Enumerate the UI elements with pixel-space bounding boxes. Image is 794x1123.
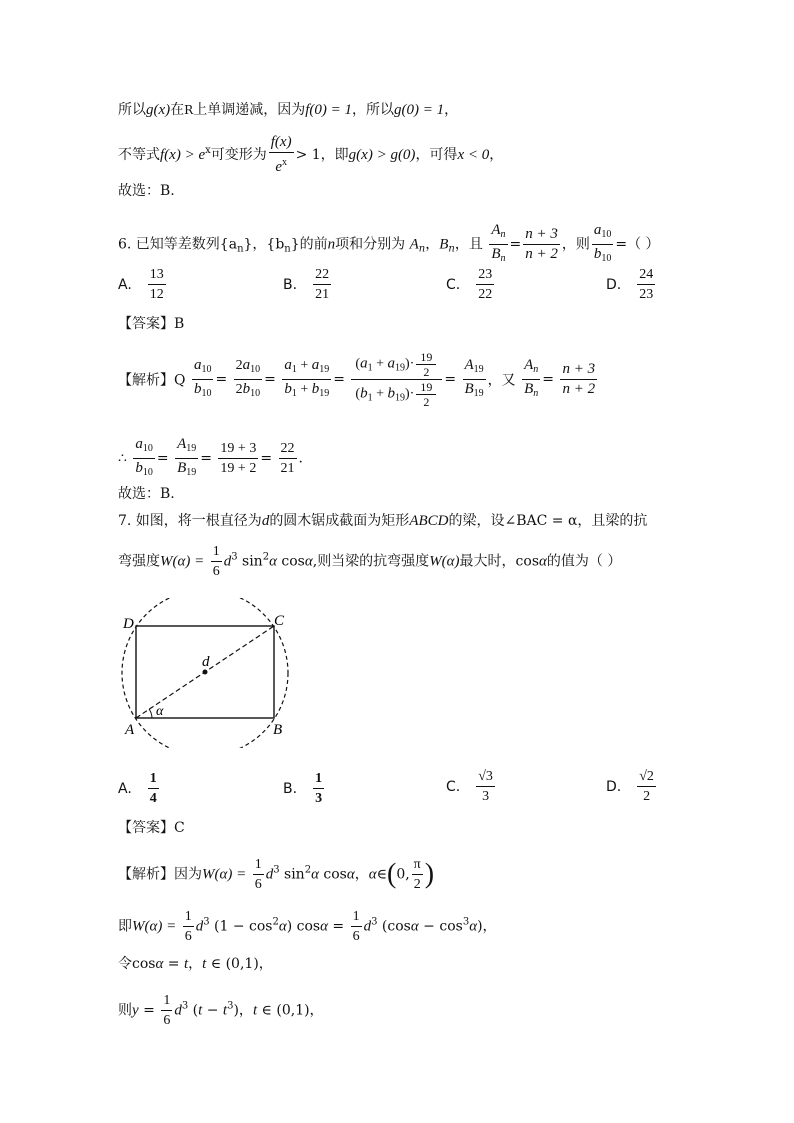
numerator: f(x) bbox=[269, 134, 294, 153]
numerator: √3 bbox=[476, 768, 495, 787]
q7-analysis-line-3: 令cosα = t，t ∈ (0,1)， bbox=[118, 956, 273, 972]
math: x bbox=[205, 145, 211, 156]
text: 即 bbox=[118, 918, 132, 935]
fraction bbox=[313, 770, 324, 807]
fraction: $\frac{1}{6}$ bbox=[212, 544, 220, 579]
denominator: n + 2 bbox=[562, 381, 596, 397]
numerator: 22 bbox=[279, 440, 297, 459]
label-a-vertex: A bbox=[125, 722, 135, 738]
denominator: 3 bbox=[482, 789, 490, 804]
math: g(x) > g(0) bbox=[348, 147, 416, 163]
label-d-vertex: D bbox=[123, 616, 134, 632]
text: ，可得 bbox=[415, 147, 458, 163]
q7-figure bbox=[114, 598, 304, 752]
fraction: $\frac{A_n}{B_n}$ bbox=[524, 357, 539, 399]
denominator: 12 bbox=[149, 287, 164, 302]
math: f(0) = 1 bbox=[305, 102, 352, 118]
fraction: $\frac{a_{10}}{b_{10}}$ bbox=[593, 222, 612, 264]
option-label: C. bbox=[446, 778, 461, 795]
denominator: 19 + 2 bbox=[220, 461, 257, 476]
fraction bbox=[148, 266, 166, 303]
denominator: 4 bbox=[149, 791, 157, 806]
denominator: 23 bbox=[639, 287, 654, 302]
label-b-vertex: B bbox=[273, 722, 283, 738]
q6-option-d[interactable] bbox=[606, 266, 657, 303]
text: 弯强度 bbox=[118, 553, 160, 570]
text: 又 bbox=[501, 372, 516, 389]
text: 的圆木锯成截面为矩形 bbox=[269, 513, 410, 529]
fraction: $\frac{1}{6}$ bbox=[184, 909, 192, 944]
choose-line-1 bbox=[118, 181, 175, 201]
q6-answer bbox=[118, 314, 184, 334]
numerator: √2 bbox=[637, 768, 656, 787]
fraction bbox=[637, 768, 656, 805]
fraction bbox=[523, 226, 560, 263]
numerator: 19 + 3 bbox=[218, 440, 258, 459]
option-label: A. bbox=[118, 780, 132, 797]
math: g(0) = 1 bbox=[393, 102, 445, 118]
fraction bbox=[279, 440, 297, 477]
fraction: $(a_1 + a_{19})\cdot$ $\frac{19}{2}$ $(b_1 + b_{19})\cdot$ $\frac{19}{2}$ bbox=[351, 350, 442, 409]
text: R bbox=[184, 103, 194, 117]
numerator: 22 bbox=[313, 266, 331, 285]
answer-blank: （ ） bbox=[627, 236, 660, 253]
q6-option-c[interactable] bbox=[446, 266, 496, 303]
option-label: D. bbox=[606, 778, 622, 795]
text: 在 bbox=[170, 102, 185, 118]
q7-stem-line-1 bbox=[118, 511, 647, 531]
q6-analysis-line-2: ∴ $\frac{a_{10}}{b_{10}}$ = $\frac{A_{19}}{B_{19}}$ = $\frac{19 + 3}{19 + 2}$ = $\frac{22}{21}$ . bbox=[118, 436, 303, 481]
denominator: 3 bbox=[315, 791, 323, 806]
fraction: $\frac{a_{10}}{b_{10}}$ bbox=[193, 357, 212, 399]
fraction: $\frac{1}{6}$ bbox=[163, 993, 171, 1028]
text: 的梁，设∠BAC = α，且梁的抗 bbox=[448, 513, 648, 529]
text: 6. 已知等差数列{a bbox=[118, 236, 238, 253]
math: n bbox=[327, 236, 336, 253]
fraction bbox=[637, 266, 655, 303]
q7-option-d[interactable] bbox=[606, 768, 658, 805]
text: }，{b bbox=[243, 236, 285, 253]
text: 最大时， bbox=[459, 553, 516, 570]
fraction: $\frac{A_{19}}{B_{19}}$ bbox=[464, 357, 484, 399]
math: A bbox=[409, 236, 419, 253]
therefore-symbol: ∴ bbox=[118, 450, 127, 467]
q7-analysis-line-4: 则y = $\frac{1}{6}$ $d^3$ $(t - t^3)$，t ∈ (0,1)， bbox=[118, 993, 324, 1028]
q7-analysis-line-1: 【解析】因为W(α) = $\frac{1}{6}$ $d^3$ $\sin^2\alpha$ cosα，α∈(0, $\frac{\pi}{2}$ ) bbox=[118, 857, 435, 892]
text: 【解析】Q bbox=[118, 372, 186, 389]
math: g(x) bbox=[146, 102, 171, 118]
label-diameter: d bbox=[202, 654, 210, 670]
q6-option-b[interactable] bbox=[283, 266, 333, 303]
math: x bbox=[282, 157, 287, 168]
denominator: 21 bbox=[315, 287, 330, 302]
denominator: 22 bbox=[478, 287, 493, 302]
numerator: 24 bbox=[637, 266, 655, 285]
math: W(α) = bbox=[160, 553, 205, 570]
text: 故选：B. bbox=[118, 183, 175, 199]
math: ABCD bbox=[409, 513, 449, 529]
numerator: 1 bbox=[148, 770, 159, 789]
text-line-2 bbox=[118, 134, 503, 176]
q7-option-a[interactable] bbox=[118, 770, 161, 807]
text: }的前 bbox=[290, 236, 328, 253]
label-alpha: α bbox=[156, 704, 164, 719]
option-label: A. bbox=[118, 276, 132, 293]
option-label: D. bbox=[606, 276, 622, 293]
text: 【答案】C bbox=[118, 820, 185, 836]
text: 项和分别为 bbox=[335, 236, 406, 253]
text: ， bbox=[489, 147, 504, 163]
text: 【解析】因为 bbox=[118, 866, 202, 883]
text: 上单调递减，因为 bbox=[193, 102, 306, 118]
numerator: n + 3 bbox=[523, 226, 560, 245]
q7-option-c[interactable] bbox=[446, 768, 497, 805]
numerator: n + 3 bbox=[560, 361, 597, 380]
fraction: $\frac{\pi}{2}$ bbox=[413, 857, 421, 892]
text: 的值为（ ） bbox=[546, 553, 622, 570]
option-label: C. bbox=[446, 276, 461, 293]
circle-rectangle-diagram bbox=[114, 598, 304, 748]
fraction: $\frac{a_{10}}{b_{10}}$ bbox=[135, 436, 153, 478]
text-line-1 bbox=[118, 100, 458, 120]
fraction: $\frac{2a_{10}}{2b_{10}}$ bbox=[235, 357, 261, 399]
option-label: B. bbox=[283, 276, 298, 293]
q7-answer bbox=[118, 818, 185, 838]
fraction bbox=[313, 266, 331, 303]
text: 【答案】B bbox=[118, 316, 185, 332]
angle-arc bbox=[149, 709, 152, 718]
denominator: e bbox=[275, 159, 282, 175]
denominator: 2 bbox=[643, 789, 651, 804]
fraction bbox=[476, 266, 494, 303]
q6-stem: 6. 已知等差数列$\{a_n\}$，$\{b_n\}$的前n项和分别为 $A_n$，$B_n$，且 $\frac{A_n}{B_n}$ = $\frac{n + 3}{n + 2}$ ，则 $\frac{a_{10}}{b_{10}}$ =（ ） bbox=[118, 222, 660, 267]
text: ，则 bbox=[561, 236, 590, 253]
q6-option-a[interactable] bbox=[118, 266, 168, 303]
math: x < 0 bbox=[457, 147, 490, 163]
math: n bbox=[237, 243, 244, 255]
text: ，且 bbox=[454, 236, 483, 253]
fraction: $\frac{A_{19}}{B_{19}}$ bbox=[177, 436, 197, 478]
text: ，所以 bbox=[351, 102, 394, 118]
text: 则 bbox=[118, 1002, 132, 1019]
text: ， bbox=[444, 102, 459, 118]
numerator: 13 bbox=[148, 266, 166, 285]
numerator: 23 bbox=[476, 266, 494, 285]
numerator: 1 bbox=[313, 770, 324, 789]
math: B bbox=[439, 236, 449, 253]
text: 令 bbox=[118, 956, 132, 972]
center-dot bbox=[203, 670, 208, 675]
fraction: $\frac{1}{6}$ bbox=[352, 909, 360, 944]
label-c-vertex: C bbox=[274, 613, 285, 629]
q7-analysis-line-2: 即W(α) = $\frac{1}{6}$ $d^3$ $(1 - \cos^2\alpha)$ cosα = $\frac{1}{6}$ $d^3$ $(\cos\alpha - \cos^3\alpha)$， bbox=[118, 909, 497, 944]
option-label: B. bbox=[283, 780, 298, 797]
text: > 1，即 bbox=[295, 147, 349, 163]
fraction: $\frac{1}{6}$ bbox=[254, 857, 262, 892]
q7-option-b[interactable] bbox=[283, 770, 326, 807]
choose-line-2 bbox=[118, 484, 175, 504]
fraction: $\frac{A_n}{B_n}$ bbox=[491, 222, 506, 264]
q6-analysis-line-1: 【解析】Q $\frac{a_{10}}{b_{10}}$ = $\frac{2a_{10}}{2b_{10}}$ = $\frac{a_1 + a_{19}}{b_1 + b_{19}}$ = $(a_1 + a_{19})\cdot$ $\frac{19}{2}$ $(b_1 + b_{19})\cdot$ $\frac{19}{2}$ = $\frac{A_{19}}{B_{19}}$ ，又 $\frac{A_n}{B_n}$ = $\frac{n + 3}{n + 2}$ bbox=[118, 350, 596, 409]
text: 则当梁的抗弯强度 bbox=[317, 553, 430, 570]
fraction bbox=[560, 361, 597, 398]
text: 所以 bbox=[118, 102, 146, 118]
text: 7. 如图，将一根直径为 bbox=[118, 513, 262, 529]
denominator: 21 bbox=[280, 461, 295, 476]
fraction: $\frac{a_1 + a_{19}}{b_1 + b_{19}}$ bbox=[284, 357, 330, 399]
math: d bbox=[261, 513, 270, 529]
math: n bbox=[284, 243, 291, 255]
q7-stem-line-2: 弯强度W(α) = $\frac{1}{6}$ $d^3$ $\sin^2\alpha$ cosα,则当梁的抗弯强度W(α)最大时，cosα的值为（ ） bbox=[118, 544, 622, 579]
math: f(x) > e bbox=[160, 147, 206, 163]
fraction bbox=[218, 440, 258, 477]
fraction bbox=[476, 768, 495, 805]
text: 可变形为 bbox=[210, 147, 267, 163]
text: 故选：B. bbox=[118, 486, 175, 502]
fraction bbox=[148, 770, 159, 807]
denominator: n + 2 bbox=[525, 246, 558, 262]
text: 不等式 bbox=[118, 147, 160, 163]
fraction bbox=[269, 134, 294, 176]
